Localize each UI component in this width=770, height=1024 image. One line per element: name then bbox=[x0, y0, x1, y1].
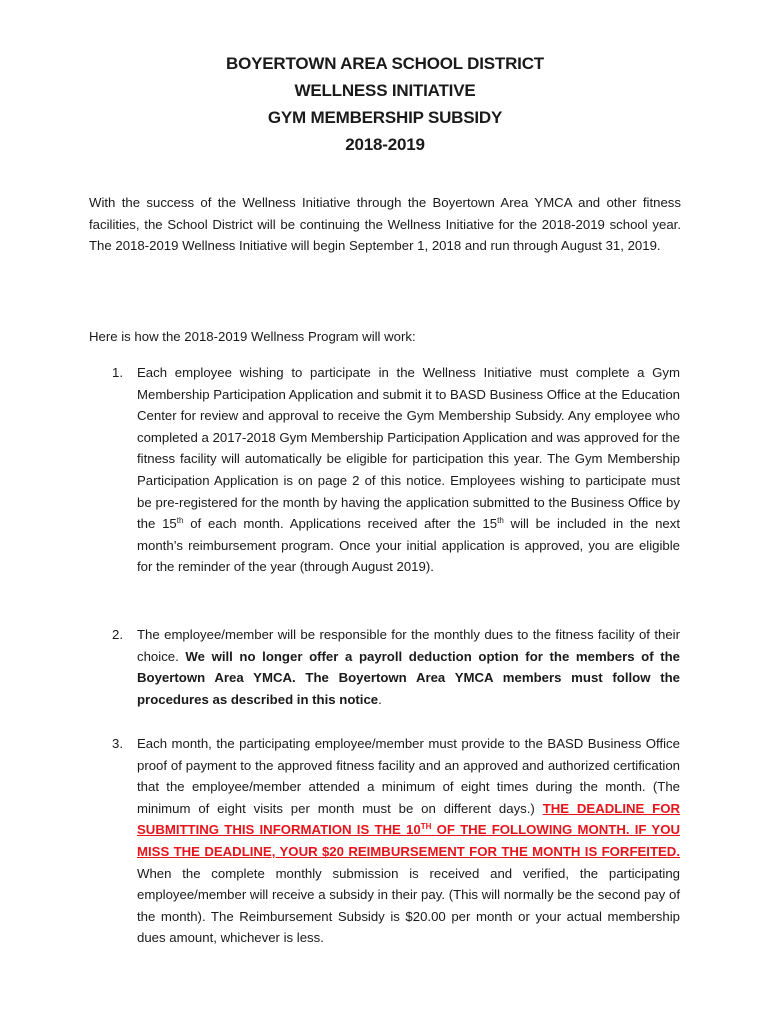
program-lead-in: Here is how the 2018-2019 Wellness Program will work: bbox=[89, 329, 416, 344]
bold-notice: We will no longer offer a payroll deduction option for the members of the Boyertown Area YMCA. The Boyertown Area YMCA members must follow the procedures as described in this notice bbox=[137, 648, 681, 707]
list-item-number: 2. bbox=[112, 627, 123, 642]
document-title bbox=[0, 50, 770, 158]
list-item bbox=[112, 624, 680, 710]
list-item-body: Each employee wishing to participate in the Wellness Initiative must complete a Gym Membership Participation Application and submit it to BASD Business Office at the Education Center for review and approval to receive the Gym Membership Subsidy. Any employee who completed a 2017-2018 Gym Membership Participation Application and was approved for the fitness facility will automatically be eligible for participation this year. The Gym Membership Participation Application is on page 2 of this notice. Employees wishing to participate must be pre-registered for the month by having the application submitted to the Business Office by the 15th of each month. Applications received after the 15th will be included in the next month’s reimbursement program. Once your initial application is approved, you are eligible for the reminder of the year (through August 2019). bbox=[137, 365, 681, 575]
title-district: BOYERTOWN AREA SCHOOL DISTRICT bbox=[226, 54, 544, 73]
list-item-body: Each month, the participating employee/member must provide to the BASD Business Office proof of payment to the approved fitness facility and an approved and authorized certification that the employee/member attended a minimum of eight times during the month. (The minimum of eight visits per month must be on different days.) THE DEADLINE FOR SUBMITTING THIS INFORMATION IS THE 10TH OF THE FOLLOWING MONTH. IF YOU MISS THE DEADLINE, YOUR $20 REIMBURSEMENT FOR THE MONTH IS FORFEITED. When the complete monthly submission is received and verified, the participating employee/member will receive a subsidy in their pay. (This will normally be the second pay of the month). The Reimbursement Subsidy is $20.00 per month or your actual membership dues amount, whichever is less. bbox=[137, 736, 681, 946]
list-item bbox=[112, 362, 680, 578]
title-year: 2018-2019 bbox=[345, 135, 425, 154]
list-item-body: The employee/member will be responsible for the monthly dues to the fitness facility of their choice. We will no longer offer a payroll deduction option for the members of the Boyertown Area YMCA. The Boyertown Area YMCA members must follow the procedures as described in this notice. bbox=[137, 627, 681, 707]
list-item-number: 1. bbox=[112, 365, 123, 380]
list-item-number: 3. bbox=[112, 736, 123, 751]
deadline-warning: THE DEADLINE FOR SUBMITTING THIS INFORMATION IS THE 10TH OF THE FOLLOWING MONTH. IF YOU MISS THE DEADLINE, YOUR $20 REIMBURSEMENT FOR THE MONTH IS FORFEITED. bbox=[137, 800, 681, 859]
list-item bbox=[112, 733, 680, 949]
intro-paragraph: With the success of the Wellness Initiative through the Boyertown Area YMCA and other fitness facilities, the School District will be continuing the Wellness Initiative for the 2018-2019 school year. The 2018-2019 Wellness Initiative will begin September 1, 2018 and run through August 31, 2019. bbox=[89, 195, 681, 254]
title-initiative: WELLNESS INITIATIVE bbox=[294, 81, 476, 100]
title-subsidy: GYM MEMBERSHIP SUBSIDY bbox=[267, 108, 503, 127]
